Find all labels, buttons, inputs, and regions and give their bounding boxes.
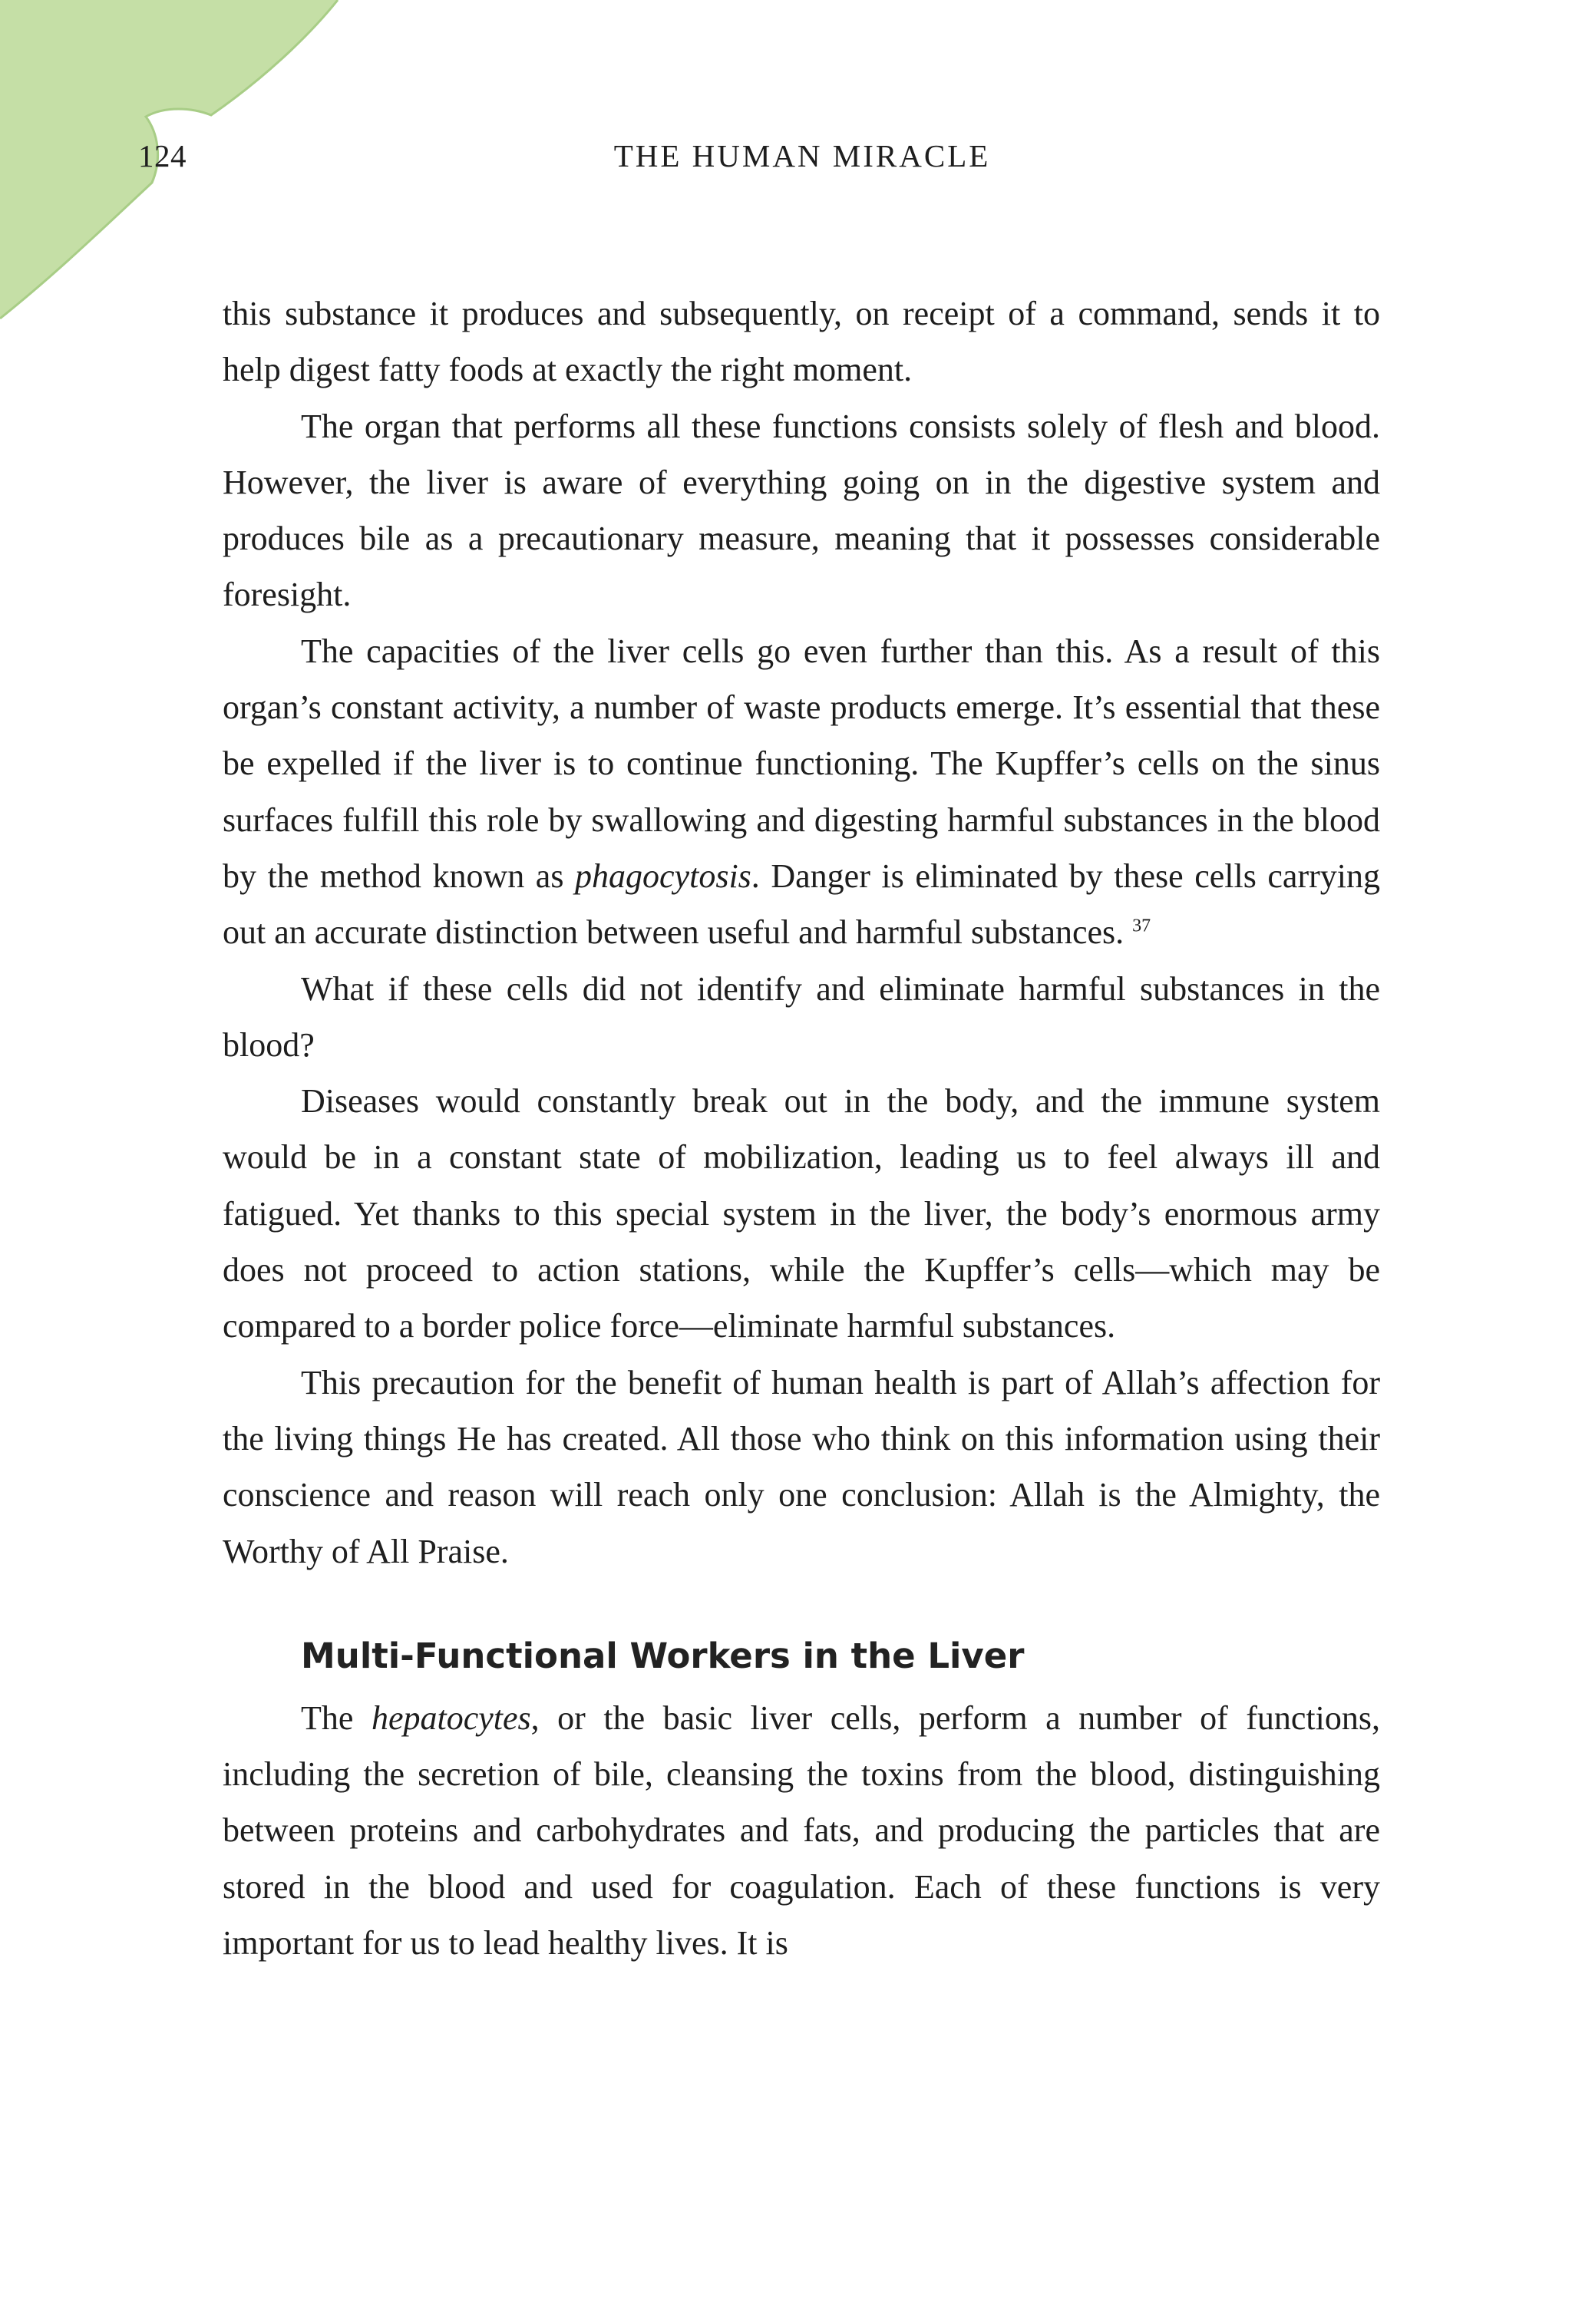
paragraph-5: Diseases would constantly break out in the body, and the immune system would be in a constant state of mobilization, leading us to feel always ill and fatigued. Yet thanks to this special system in the liver, the body’s enormous army does not proceed to action stations, while the Kupffer’s cells—which may be compared to a border police force—eliminate harmful substances. (223, 1082, 1380, 1345)
term-phagocytosis: phagocytosis (575, 857, 751, 895)
paragraph-3 (223, 623, 1380, 961)
paragraph-6: This precaution for the benefit of human health is part of Allah’s affection for the living things He has created. All those who think on this information using their conscience and reason will reach only one conclusion: Allah is the Almighty, the Worthy of All Praise. (223, 1363, 1380, 1570)
paragraph-4: What if these cells did not identify and eliminate harmful substances in the blood? (223, 969, 1380, 1064)
paragraph-2: The organ that performs all these functions consists solely of flesh and blood. However, the liver is aware of everything going on in the digestive system and produces bile as a precautionary measure, meaning that it possesses considerable foresight. (223, 407, 1380, 614)
paragraph-7-text-start: The (301, 1698, 372, 1737)
paragraph-3-text-end: . Danger is eliminated by these cells carrying out an accurate distinction between useful and harmful substances. (223, 857, 1380, 952)
paragraph-3-text-start: The capacities of the liver cells go even further than this. As a result of this organ’s constant activity, a number of waste products emerge. It’s essential that these be expelled if the liver is to continue functioning. The Kupffer’s cells on the sinus surfaces fulfill this role by swallowing and digesting harmful substances in the blood by the method known as (223, 632, 1380, 895)
paragraph-7 (223, 1690, 1380, 1971)
running-title: THE HUMAN MIRACLE (613, 138, 991, 173)
section-heading: Multi-Functional Workers in the Liver (301, 1635, 1025, 1676)
term-hepatocytes: hepatocytes (371, 1698, 531, 1737)
paragraph-1: this substance it produces and subsequently, on receipt of a command, sends it to help digest fatty foods at exactly the right moment. (223, 295, 1380, 389)
page-number: 124 (138, 138, 187, 173)
footnote-reference: 37 (1132, 916, 1151, 936)
paragraph-7-text-end: , or the basic liver cells, perform a number of functions, including the secretion of bile, cleansing the toxins from the blood, distinguishing between proteins and carbohydrates and fats, and producing the particles that are stored in the blood and used for coagulation. Each of these functions is very important for us to lead healthy lives. It is (223, 1698, 1380, 1963)
body-text (223, 286, 1380, 1971)
